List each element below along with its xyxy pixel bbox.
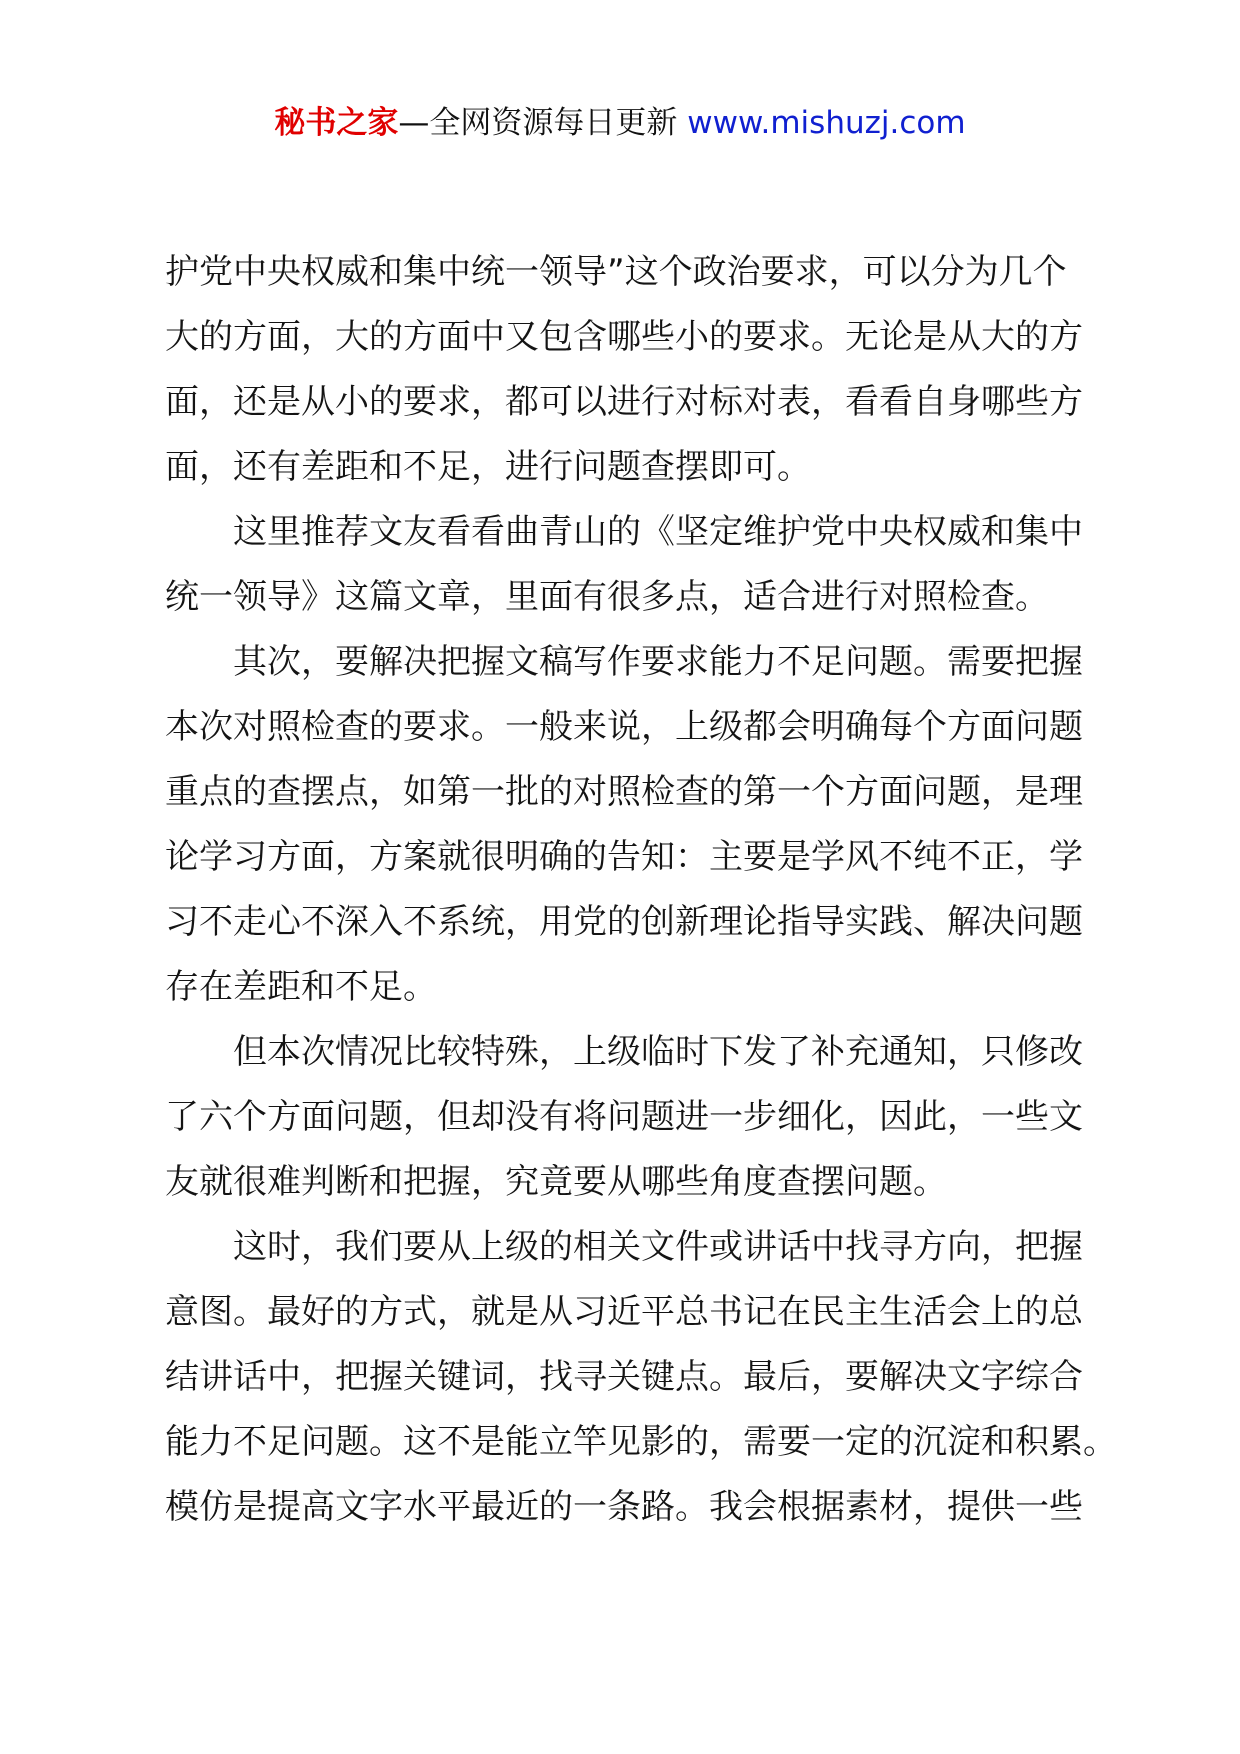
brand-name: 秘书之家 <box>274 105 399 141</box>
text-line: 结讲话中，把握关键词，找寻关键点。最后，要解决文字综合 <box>165 1357 1083 1397</box>
text-line: 意图。最好的方式，就是从习近平总书记在民主生活会上的总 <box>165 1292 1083 1332</box>
paragraph-first-line: 这时，我们要从上级的相关文件或讲话中找寻方向，把握 <box>233 1227 1083 1267</box>
body-text <box>165 240 1117 1540</box>
text-line: 存在差距和不足。 <box>165 967 437 1007</box>
header-url[interactable]: www.mishuzj.com <box>687 105 966 141</box>
text-line: 护党中央权威和集中统一领导”这个政治要求，可以分为几个 <box>165 252 1067 292</box>
paragraph-first-line: 其次，要解决把握文稿写作要求能力不足问题。需要把握 <box>233 642 1083 682</box>
text-line: 能力不足问题。这不是能立竿见影的，需要一定的沉淀和积累。 <box>165 1422 1117 1462</box>
paragraph-first-line: 但本次情况比较特殊，上级临时下发了补充通知，只修改 <box>233 1032 1083 1072</box>
text-line: 习不走心不深入不系统，用党的创新理论指导实践、解决问题 <box>165 902 1083 942</box>
text-line: 面，还有差距和不足，进行问题查摆即可。 <box>165 447 811 487</box>
text-line: 大的方面，大的方面中又包含哪些小的要求。无论是从大的方 <box>165 317 1083 357</box>
page-header <box>0 100 1240 146</box>
text-line: 了六个方面问题，但却没有将问题进一步细化，因此，一些文 <box>165 1097 1083 1137</box>
text-line: 面，还是从小的要求，都可以进行对标对表，看看自身哪些方 <box>165 382 1083 422</box>
text-line: 统一领导》这篇文章，里面有很多点，适合进行对照检查。 <box>165 577 1049 617</box>
text-line: 友就很难判断和把握，究竟要从哪些角度查摆问题。 <box>165 1162 947 1202</box>
text-line: 模仿是提高文字水平最近的一条路。我会根据素材，提供一些 <box>165 1487 1083 1527</box>
text-line: 重点的查摆点，如第一批的对照检查的第一个方面问题，是理 <box>165 772 1083 812</box>
text-line: 论学习方面，方案就很明确的告知：主要是学风不纯不正，学 <box>165 837 1083 877</box>
text-line: 本次对照检查的要求。一般来说，上级都会明确每个方面问题 <box>165 707 1083 747</box>
header-tagline: —全网资源每日更新 <box>398 105 678 141</box>
paragraph-first-line: 这里推荐文友看看曲青山的《坚定维护党中央权威和集中 <box>233 512 1083 552</box>
